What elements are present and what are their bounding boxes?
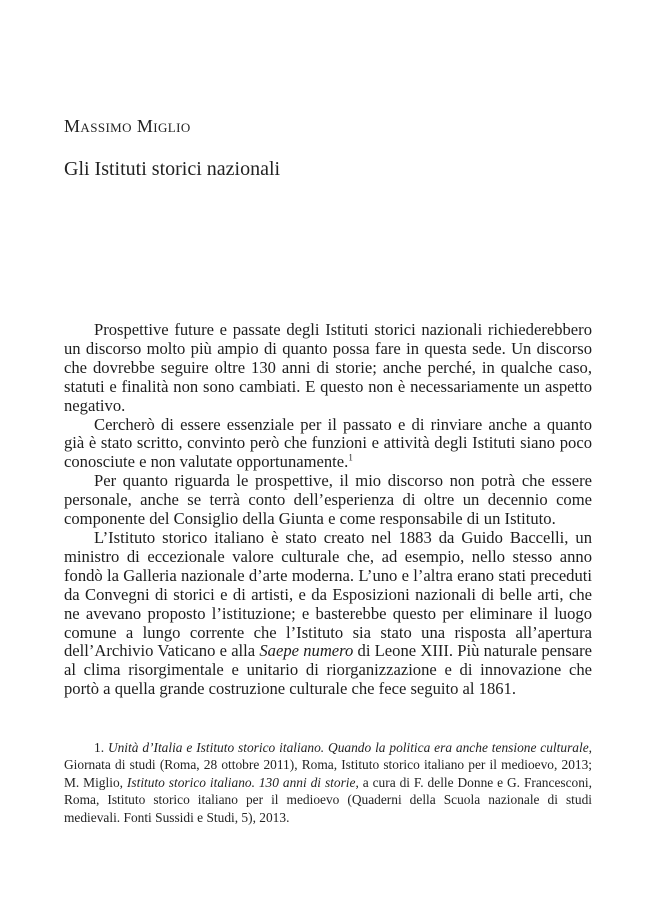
article-title: Gli Istituti storici nazionali: [64, 158, 281, 180]
footnotes: [64, 739, 592, 826]
article-body: [64, 321, 592, 699]
footnote-1-text-2: , a cura di F. delle Donne e G. Francesconi, Roma, Istituto storico italiano per il medioevo (Quaderni della Scuola nazionale di studi medievali. Fonti Sussidi e Studi, 5), 2013.: [64, 774, 593, 825]
footnote-1-number: 1.: [94, 740, 108, 755]
footnote-ref-1[interactable]: 1: [348, 452, 353, 463]
paragraph-4-italic-title: Saepe numero: [259, 641, 354, 661]
paragraph-2-text: Cercherò di essere essenziale per il passato e di rinviare anche a quanto già è stato scritto, convinto però che funzioni e attività degli Istituti siano poco conosciute e non valutate opportunamente.: [64, 414, 592, 472]
footnote-1-italic-title-2: Istituto storico italiano. 130 anni di storie: [126, 774, 356, 790]
footnote-1-text-1: , Giornata di studi (Roma, 28 ottobre 2011), Roma, Istituto storico italiano per il medioevo, 2013; M. Miglio,: [64, 740, 592, 790]
footnote-1-italic-title-1: Unità d’Italia e Istituto storico italiano. Quando la politica era anche tensione culturale: [107, 740, 589, 755]
paragraph-4-text-a: L’Istituto storico italiano è stato creato nel 1883 da Guido Baccelli, un ministro di eccezionale valore culturale che, ad esempio, nello stesso anno fondò la Galleria nazionale d’arte moderna. L’uno e l’altra erano stati preceduti da Convegni di storici e di artisti, e da Esposizioni nazionali di belle arti, che ne avevano proposto l’istituzione; e basterebbe questo per eliminare il luogo comune a lungo corrente che l’Istituto sia stato una risposta all’apertura dell’Archivio Vaticano e alla: [64, 527, 592, 661]
paragraph-4: [64, 529, 592, 699]
paragraph-4-text-b: di Leone XIII. Più naturale pensare al clima risorgimentale e unitario di riorganizzazione e di innovazione che portò a quella grande costruzione culturale che fece seguito al 1861.: [64, 641, 592, 699]
footnote-1: [64, 739, 592, 826]
paragraph-1: Prospettive future e passate degli Istituti storici nazionali richiederebbero un discorso molto più ampio di quanto possa fare in questa sede. Un discorso che dovrebbe seguire oltre 130 anni di storie; anche perché, in qualche caso, statuti e finalità non sono cambiati. E questo non è necessariamente un aspetto negativo.: [64, 320, 592, 415]
author-name: Massimo Miglio: [64, 116, 191, 136]
paragraph-3: Per quanto riguarda le prospettive, il mio discorso non potrà che essere personale, anche se terrà conto dell’esperienza di oltre un decennio come componente del Consiglio della Giunta e come responsabile di un Istituto.: [64, 471, 592, 529]
paragraph-2: [64, 416, 592, 473]
